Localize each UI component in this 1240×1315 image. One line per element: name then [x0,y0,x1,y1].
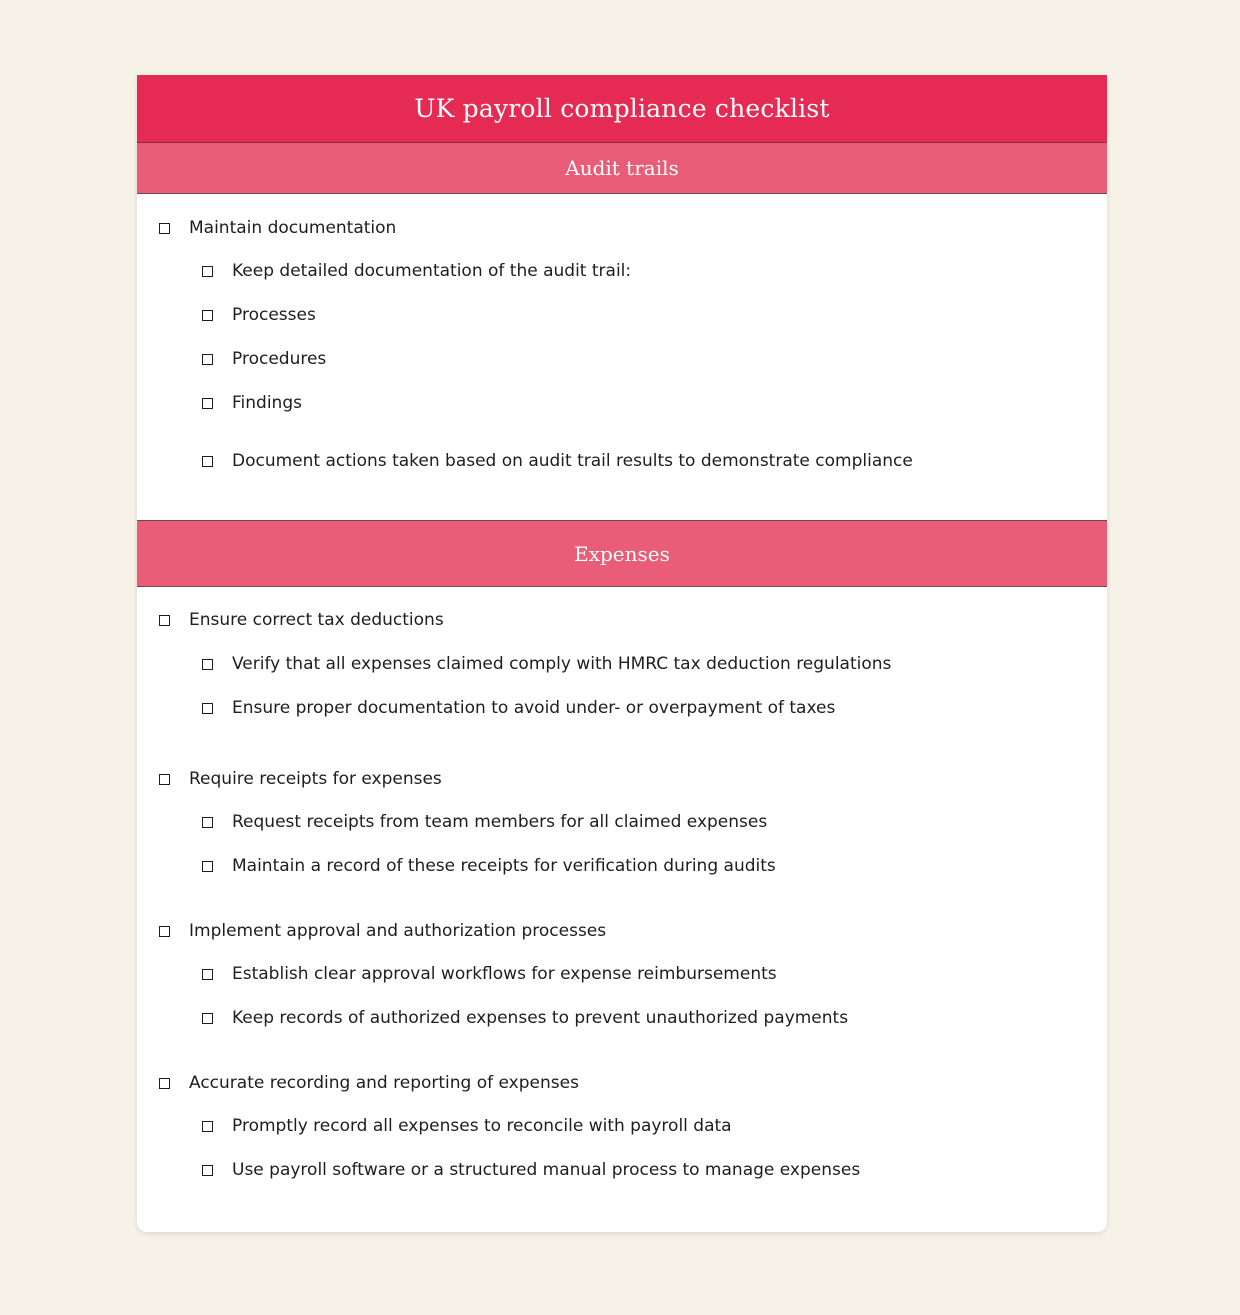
checklist-item-label: Accurate recording and reporting of expenses [189,1073,579,1093]
checkbox[interactable] [202,354,213,365]
checklist-subitem[interactable] [202,259,631,283]
checklist-subitem-label: Findings [232,393,302,413]
checklist-subitem-label: Promptly record all expenses to reconcile with payroll data [232,1116,732,1136]
checkbox[interactable] [202,398,213,409]
checklist-subitem[interactable] [202,1006,848,1030]
checkbox[interactable] [202,1121,213,1132]
checklist-item[interactable] [159,919,606,943]
checkbox[interactable] [202,266,213,277]
checklist-subitem-label: Use payroll software or a structured manual process to manage expenses [232,1160,861,1180]
checklist-subitem[interactable] [202,1114,732,1138]
checklist-subitem[interactable] [202,696,835,720]
checklist-item-label: Require receipts for expenses [189,769,442,789]
checkbox[interactable] [159,1078,170,1089]
checklist-subitem-label: Establish clear approval workflows for expense reimbursements [232,964,777,984]
checklist-subitem-label: Maintain a record of these receipts for verification during audits [232,856,776,876]
checkbox[interactable] [202,1165,213,1176]
checklist-subitem[interactable] [202,449,913,473]
title-bar [137,75,1107,143]
checklist-subitem-label: Keep records of authorized expenses to prevent unauthorized payments [232,1008,849,1028]
checklist-item-label: Ensure correct tax deductions [189,610,444,630]
checklist-subitem[interactable] [202,854,776,878]
checkbox[interactable] [159,223,170,234]
checklist-subitem-label: Keep detailed documentation of the audit trail: [232,261,632,281]
checklist-subitem[interactable] [202,810,767,834]
checklist-subitem-label: Verify that all expenses claimed comply with HMRC tax deduction regulations [232,654,892,674]
page-title: UK payroll compliance checklist [414,94,830,123]
checkbox[interactable] [159,615,170,626]
checklist-subitem[interactable] [202,347,326,371]
checkbox[interactable] [202,310,213,321]
checkbox[interactable] [202,1013,213,1024]
checklist-subitem[interactable] [202,391,302,415]
section-heading: Expenses [574,541,670,566]
checklist-subitem[interactable] [202,962,777,986]
checklist-card [137,75,1107,1232]
checkbox[interactable] [202,703,213,714]
checkbox[interactable] [202,659,213,670]
checklist-item[interactable] [159,1071,579,1095]
checkbox[interactable] [202,817,213,828]
checklist-item[interactable] [159,216,396,240]
checklist-subitem-label: Ensure proper documentation to avoid under- or overpayment of taxes [232,698,836,718]
section-header-audit-trails [137,143,1107,194]
checklist-subitem-label: Request receipts from team members for all claimed expenses [232,812,768,832]
checklist-subitem-label: Document actions taken based on audit trail results to demonstrate compliance [232,451,913,471]
checkbox[interactable] [159,774,170,785]
checklist-subitem[interactable] [202,1158,860,1182]
checklist-item-label: Maintain documentation [189,218,397,238]
checklist-subitem-label: Procedures [232,349,327,369]
checklist-subitem[interactable] [202,652,891,676]
checkbox[interactable] [202,861,213,872]
section-header-expenses [137,520,1107,587]
checkbox[interactable] [159,926,170,937]
checklist-subitem-label: Processes [232,305,316,325]
checklist-item[interactable] [159,608,444,632]
section-heading: Audit trails [565,156,679,180]
checklist-item[interactable] [159,767,442,791]
checklist-subitem[interactable] [202,303,316,327]
checkbox[interactable] [202,456,213,467]
checkbox[interactable] [202,969,213,980]
checklist-item-label: Implement approval and authorization processes [189,921,607,941]
